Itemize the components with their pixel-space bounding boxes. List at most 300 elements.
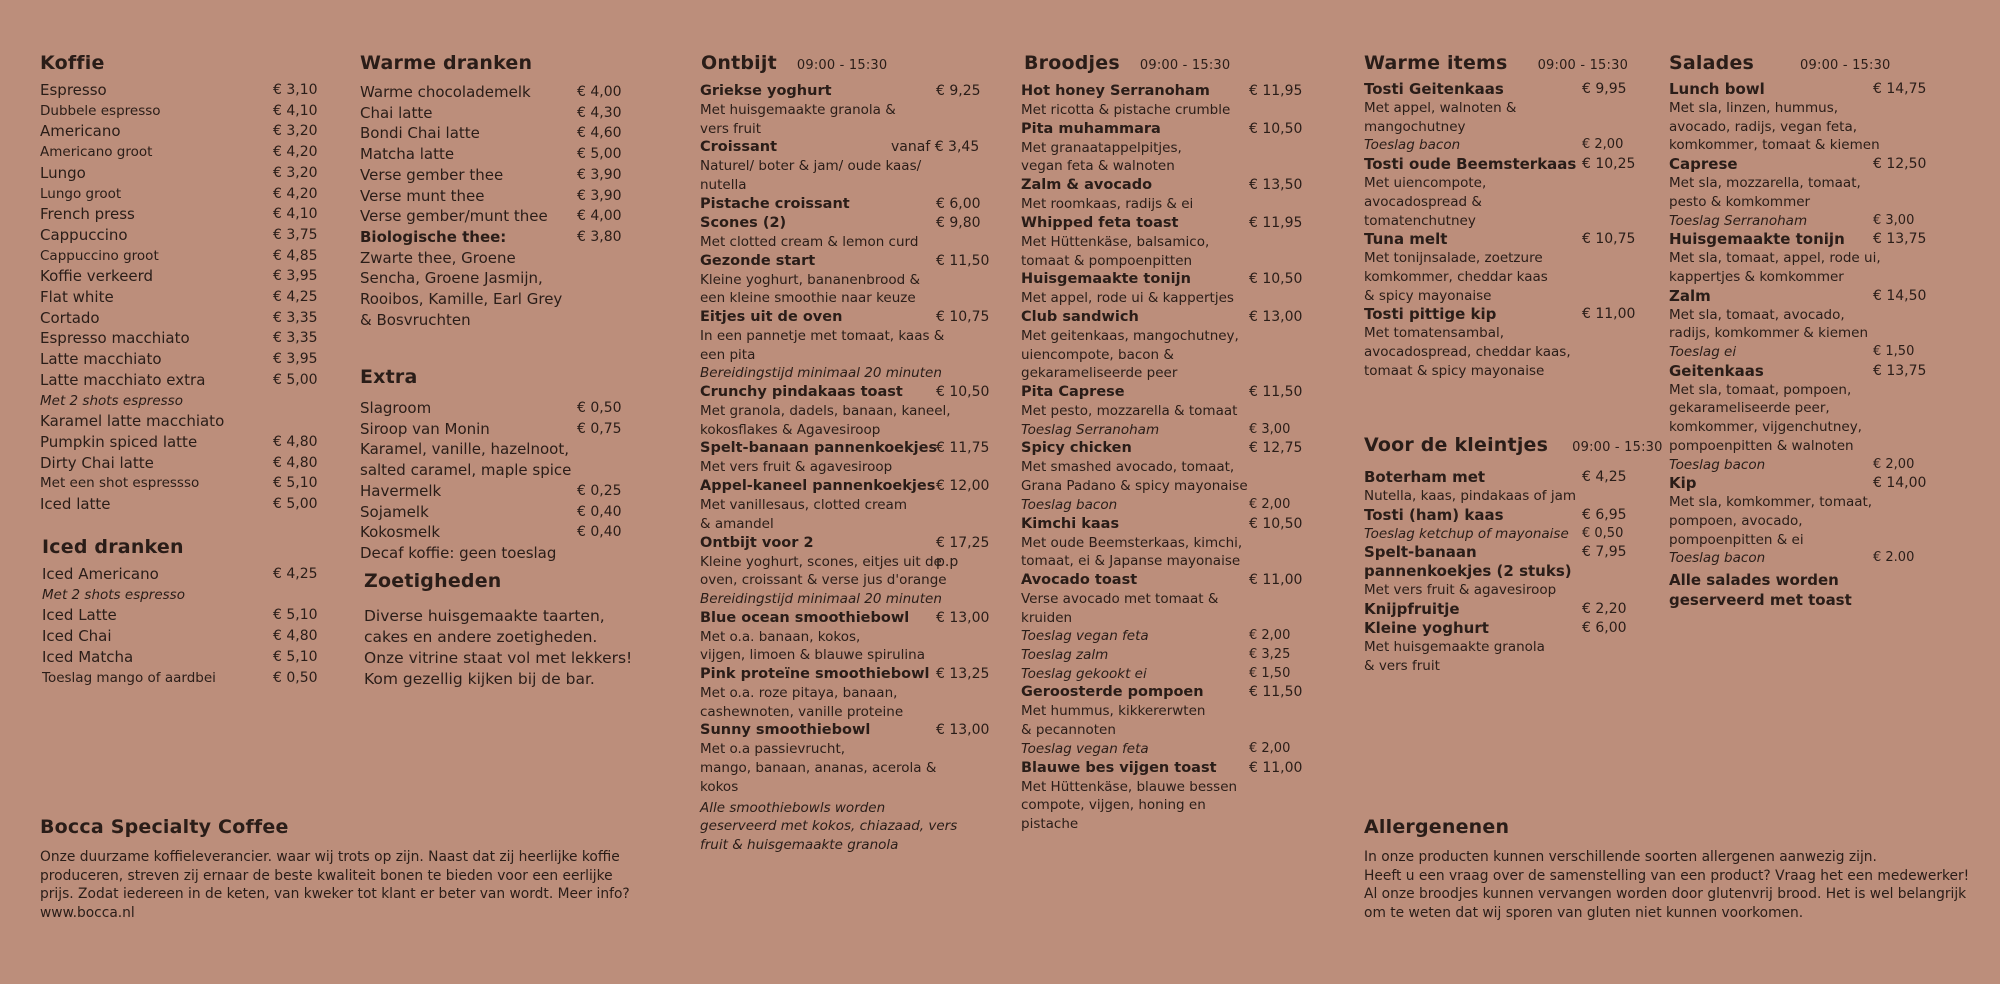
extra-section <box>360 366 660 564</box>
item-price: € 6,95 <box>1582 506 1627 523</box>
item-description: kappertjes & komkommer <box>1669 268 1844 285</box>
item-description: mangochutney <box>1364 118 1466 135</box>
menu-row <box>360 398 660 419</box>
kleintjes-header <box>1364 434 1664 456</box>
item-description: Met appel, rode ui & kappertjes <box>1021 290 1234 307</box>
item-description: Met o.a passievrucht, <box>700 741 846 758</box>
menu-row <box>360 543 660 564</box>
bocca-title: Bocca Specialty Coffee <box>40 816 289 838</box>
item-description: vers fruit <box>700 120 762 137</box>
item-price: € 4,25 <box>1582 469 1627 485</box>
menu-row <box>360 502 660 523</box>
item-price: € 13,00 <box>936 609 990 626</box>
menu-item-title <box>700 439 990 458</box>
item-price: € 3,20 <box>273 123 318 140</box>
allergenen-text <box>1364 848 1984 923</box>
item-name: Kip <box>1669 474 1697 493</box>
surcharge-price: € 3,00 <box>1873 212 1915 228</box>
item-price: € 17,25 p.p <box>936 534 990 570</box>
surcharge-price: € 2.00 <box>1873 550 1915 566</box>
ontbijt-header <box>701 52 990 74</box>
item-name: Boterham met <box>1364 468 1486 486</box>
item-description: radijs, komkommer & kiemen <box>1669 325 1869 342</box>
warmitems-hours: 09:00 - 15:30 <box>1537 58 1629 73</box>
item-description: Met Hüttenkäse, balsamico, <box>1021 233 1210 250</box>
surcharge-price: € 2,00 <box>1249 496 1291 512</box>
item-name: Pink proteïne smoothiebowl <box>700 666 930 683</box>
item-price: € 11,50 <box>1249 684 1303 701</box>
menu-row <box>40 266 330 287</box>
item-price: € 0,50 <box>577 400 622 416</box>
item-price: € 2,20 <box>1582 601 1627 618</box>
menu-row <box>360 289 660 310</box>
menu-item-title <box>1021 120 1321 139</box>
menu-row <box>40 225 330 246</box>
menu-item-title <box>1364 305 1654 324</box>
item-name: Huisgemaakte tonijn <box>1669 230 1845 249</box>
item-name: Whipped feta toast <box>1021 214 1179 231</box>
item-description: Met granaatappelpitjes, <box>1021 139 1182 156</box>
menu-row <box>40 370 330 391</box>
item-description: avocadospread, cheddar kaas, <box>1364 344 1571 361</box>
broodjes-header <box>1024 52 1321 74</box>
item-price: € 5,10 <box>273 648 318 665</box>
menu-item-title <box>1669 362 1979 381</box>
item-description: In een pannetje met tomaat, kaas & <box>700 327 945 344</box>
item-price: € 6,00 <box>1582 620 1627 637</box>
broodjes-list <box>1021 82 1321 834</box>
item-description: tomaat, ei & Japanse mayonaise <box>1021 553 1241 570</box>
menu-item-title <box>700 82 990 101</box>
surcharge-row <box>1021 496 1321 515</box>
warm-section <box>360 52 660 330</box>
item-name: Latte macchiato <box>40 350 162 369</box>
zoet-section <box>364 570 664 690</box>
item-price: € 10,50 <box>1249 120 1303 137</box>
item-description: Met huisgemaakte granola <box>1364 639 1545 656</box>
item-price: € 4,00 <box>577 84 622 100</box>
item-name: Appel-kaneel pannenkoekjes <box>700 478 936 495</box>
surcharge-name: Toeslag bacon <box>1669 550 1766 567</box>
item-description: Met Hüttenkäse, blauwe bessen <box>1021 778 1238 795</box>
item-price: € 0,25 <box>577 482 622 499</box>
item-description: pistache <box>1021 815 1079 832</box>
item-description: pesto & komkommer <box>1669 193 1811 210</box>
menu-item-title <box>1669 155 1979 174</box>
item-price: € 4,25 <box>273 566 318 582</box>
item-name: Iced Chai <box>42 627 112 646</box>
item-price: € 11,50 <box>936 252 990 269</box>
item-price: € 4,30 <box>577 104 622 121</box>
text-line: cakes en andere zoetigheden. <box>364 628 598 646</box>
surcharge-name: Toeslag ketchup of mayonaise <box>1364 525 1569 542</box>
item-price: € 4,10 <box>273 102 318 119</box>
item-price: € 3,90 <box>577 187 622 204</box>
surcharge-price: € 1,50 <box>1249 665 1291 681</box>
menu-row <box>40 287 330 308</box>
item-name: Geitenkaas <box>1669 361 1764 380</box>
item-description: & vers fruit <box>1364 657 1440 674</box>
item-price: € 0,50 <box>273 669 318 686</box>
item-price: vanaf € 3,45 <box>891 139 980 156</box>
menu-row <box>40 308 330 329</box>
item-note: Bereidingstijd minimaal 20 minuten <box>700 590 942 607</box>
item-name: French press <box>40 205 135 224</box>
item-name: Iced Matcha <box>42 647 134 666</box>
item-price: € 5,00 <box>273 496 318 513</box>
item-description: oven, croissant & verse jus d'orange <box>700 572 947 589</box>
koffie-list <box>40 80 330 515</box>
item-name: Met 2 shots espresso <box>42 586 185 603</box>
menu-item-title <box>1021 82 1321 101</box>
item-name: Flat white <box>40 288 114 307</box>
surcharge-name: Toeslag Serranoham <box>1021 421 1160 438</box>
item-price: € 5,00 <box>577 146 622 163</box>
item-price: € 14,00 <box>1873 475 1927 492</box>
kleintjes-list <box>1364 468 1664 676</box>
item-name: Hot honey Serranoham <box>1021 83 1210 99</box>
menu-row <box>360 123 660 144</box>
item-name: Eitjes uit de oven <box>700 308 843 325</box>
menu-row <box>40 163 330 184</box>
warmitems-section <box>1364 52 1654 380</box>
item-name: Crunchy pindakaas toast <box>700 384 903 401</box>
menu-row <box>40 391 330 412</box>
menu-item-title <box>1669 474 1979 493</box>
surcharge-name: Toeslag ei <box>1669 344 1737 361</box>
menu-item-title <box>700 252 990 271</box>
item-description: avocado, radijs, vegan feta, <box>1669 118 1858 135</box>
item-name: Espresso macchiato <box>40 329 190 348</box>
menu-item-title <box>1364 619 1664 638</box>
warm-title: Warme dranken <box>360 52 533 74</box>
item-price: € 4,00 <box>577 208 622 225</box>
item-description: Met o.a. roze pitaya, banaan, <box>700 685 898 702</box>
item-price: € 3,90 <box>577 166 622 183</box>
menu-row <box>40 184 330 205</box>
menu-item-title <box>700 665 990 684</box>
item-description: Met oude Beemsterkaas, kimchi, <box>1021 534 1243 551</box>
item-price: € 10,75 <box>936 308 990 325</box>
item-price: € 9,80 <box>936 214 981 231</box>
surcharge-row <box>1021 740 1321 759</box>
warmitems-list <box>1364 80 1654 380</box>
item-name: Iced Americano <box>42 565 159 583</box>
item-price: € 3,10 <box>273 82 318 98</box>
item-price: € 4,20 <box>273 185 318 202</box>
item-description: compote, vijgen, honing en <box>1021 797 1206 814</box>
item-description: Met sla, tomaat, avocado, <box>1669 306 1845 323</box>
item-name: Karamel latte macchiato <box>40 412 225 431</box>
menu-row <box>40 80 330 101</box>
surcharge-row <box>1364 136 1654 155</box>
item-description: Met sla, mozzarella, tomaat, <box>1669 175 1861 192</box>
menu-item-title <box>1364 155 1654 174</box>
item-name: Tuna melt <box>1364 230 1448 249</box>
item-price: € 11,00 <box>1249 759 1303 776</box>
menu-row <box>360 186 660 207</box>
salades-footnote <box>1669 570 1979 610</box>
item-price: € 5,10 <box>273 607 318 624</box>
item-description: tomaat & spicy mayonaise <box>1364 362 1545 379</box>
menu-row <box>40 101 330 122</box>
item-description: Met tonijnsalade, zoetzure <box>1364 250 1543 267</box>
item-price: € 10,50 <box>1249 515 1303 532</box>
item-description: pompoenpitten & ei <box>1669 531 1804 548</box>
menu-row <box>40 494 330 515</box>
item-name: Chai latte <box>360 103 433 122</box>
item-name: Ontbijt voor 2 <box>700 534 814 551</box>
item-description: Met pesto, mozzarella & tomaat <box>1021 403 1238 420</box>
menu-item-title <box>700 721 990 740</box>
item-price: € 13,50 <box>1249 177 1303 194</box>
item-name: Decaf koffie: geen toeslag <box>360 543 557 562</box>
ontbijt-title: Ontbijt <box>701 52 777 74</box>
menu-row <box>42 647 332 668</box>
item-name: Cappuccino <box>40 225 128 244</box>
footnote-line: geserveerd met toast <box>1669 591 1852 610</box>
extra-list <box>360 398 660 564</box>
zoet-text <box>364 606 664 690</box>
item-description: pompoen, avocado, <box>1669 512 1803 529</box>
menu-row <box>360 268 660 289</box>
salades-title: Salades <box>1669 52 1755 74</box>
menu-item-title <box>700 214 990 233</box>
item-name: Croissant <box>700 139 778 156</box>
item-name: Americano groot <box>40 144 153 161</box>
item-description: tomaat & pompoenpitten <box>1021 252 1193 269</box>
surcharge-price: € 3,25 <box>1249 647 1291 663</box>
item-name: Kimchi kaas <box>1021 515 1120 532</box>
koffie-section <box>40 52 330 515</box>
item-description: Met granola, dadels, banaan, kaneel, <box>700 403 951 420</box>
menu-row <box>40 349 330 370</box>
footnote-line: geserveerd met kokos, chiazaad, vers <box>700 818 958 835</box>
menu-row <box>40 142 330 163</box>
item-name: Bondi Chai latte <box>360 124 480 143</box>
item-description: Met o.a. banaan, kokos, <box>700 628 861 645</box>
item-description: gekarameliseerde peer <box>1021 365 1178 382</box>
menu-row <box>42 585 332 606</box>
item-name: Dirty Chai latte <box>40 453 154 472</box>
item-description: Met tomatensambal, <box>1364 325 1505 342</box>
item-price: € 11,00 <box>1582 306 1636 323</box>
item-description: & spicy mayonaise <box>1364 287 1492 304</box>
item-name: Scones (2) <box>700 214 787 231</box>
menu-item-title <box>1669 287 1979 306</box>
item-description: Met sla, tomaat, appel, rode ui, <box>1669 250 1881 267</box>
text-line: Heeft u een vraag over de samenstelling van een product? Vraag het een medewerker! <box>1364 867 1970 884</box>
item-description: Naturel/ boter & jam/ oude kaas/ <box>700 158 922 175</box>
item-name: Spelt-banaan <box>1364 543 1477 562</box>
menu-row <box>360 481 660 502</box>
item-price: € 3,95 <box>273 268 318 285</box>
menu-item-title <box>1021 683 1321 702</box>
item-name: Iced Latte <box>42 606 117 625</box>
item-price: € 13,75 <box>1873 231 1927 248</box>
surcharge-name: Toeslag bacon <box>1021 496 1118 513</box>
broodjes-section <box>1021 52 1321 834</box>
menu-row <box>360 227 660 248</box>
item-name: & Bosvruchten <box>360 310 471 329</box>
surcharge-name: Toeslag bacon <box>1669 456 1766 473</box>
menu-item-title <box>1364 562 1664 581</box>
menu-item-title <box>1021 270 1321 289</box>
item-description: Met vers fruit & agavesiroop <box>1364 582 1557 599</box>
item-name: Cortado <box>40 308 100 327</box>
item-price: € 4,85 <box>273 247 318 264</box>
surcharge-row <box>1364 525 1664 544</box>
item-name: Geroosterde pompoen <box>1021 684 1204 701</box>
item-name: Kleine yoghurt <box>1364 619 1489 638</box>
iced-title: Iced dranken <box>42 536 184 558</box>
item-name: Lungo <box>40 163 86 182</box>
item-name: Pistache croissant <box>700 195 850 212</box>
item-name: Verse munt thee <box>360 186 485 205</box>
menu-item-title <box>1021 759 1321 778</box>
item-price: € 11,75 <box>936 440 990 457</box>
surcharge-name: Toeslag vegan feta <box>1021 740 1149 757</box>
item-name: Knijpfruitje <box>1364 600 1460 619</box>
surcharge-row <box>1021 665 1321 684</box>
item-name: Verse gember/munt thee <box>360 207 548 226</box>
item-price: € 0,40 <box>577 503 622 520</box>
iced-list <box>42 564 332 688</box>
menu-item-title <box>1364 506 1664 525</box>
item-name: Zalm <box>1669 286 1711 305</box>
item-name: Avocado toast <box>1021 571 1138 588</box>
menu-item-title <box>700 383 990 402</box>
item-description: Met appel, walnoten & <box>1364 100 1517 116</box>
item-name: Tosti (ham) kaas <box>1364 505 1504 524</box>
item-price: € 13,00 <box>1249 308 1303 325</box>
item-description: Met huisgemaakte granola & <box>700 102 896 118</box>
item-price: € 0,40 <box>577 524 622 541</box>
salades-list <box>1669 80 1979 568</box>
text-line: Diverse huisgemaakte taarten, <box>364 607 605 625</box>
menu-item-title <box>1021 571 1321 590</box>
item-description: Met clotted cream & lemon curd <box>700 233 919 250</box>
item-name: Zalm & avocado <box>1021 177 1153 194</box>
menu-row <box>360 165 660 186</box>
bocca-text <box>40 848 660 923</box>
footnote-line: fruit & huisgemaakte granola <box>700 836 899 853</box>
kleintjes-hours: 09:00 - 15:30 <box>1572 440 1663 455</box>
item-description: Met geitenkaas, mangochutney, <box>1021 327 1239 344</box>
item-price: € 11,95 <box>1249 83 1303 99</box>
text-line: om te weten dat wij sporen van gluten niet kunnen voorkomen. <box>1364 905 1804 922</box>
item-price: € 12,50 <box>1873 156 1927 173</box>
item-name: Tosti Geitenkaas <box>1364 80 1504 98</box>
item-price: € 9,25 <box>936 83 981 99</box>
item-name: Met 2 shots espresso <box>40 392 183 409</box>
menu-row <box>360 419 660 440</box>
item-name: Matcha latte <box>360 145 455 164</box>
menu-row <box>360 522 660 543</box>
item-name: Biologische thee: <box>360 227 507 246</box>
ontbijt-list <box>700 82 990 797</box>
text-line: Onze vitrine staat vol met lekkers! <box>364 649 633 667</box>
surcharge-price: € 2,00 <box>1249 740 1291 756</box>
menu-row <box>360 460 660 481</box>
item-name: Pumpkin spiced latte <box>40 432 198 451</box>
item-description: kokosflakes & Agavesiroop <box>700 421 881 438</box>
item-price: € 3,35 <box>273 309 318 326</box>
surcharge-price: € 2,00 <box>1249 628 1291 644</box>
item-name: Kokosmelk <box>360 523 441 542</box>
ontbijt-hours: 09:00 - 15:30 <box>796 58 888 73</box>
item-description: kokos <box>700 778 739 795</box>
koffie-title: Koffie <box>40 52 105 74</box>
text-line: Al onze broodjes kunnen vervangen worden door glutenvrij brood. Het is wel belangrijk <box>1364 886 1967 903</box>
menu-item-title <box>1021 515 1321 534</box>
item-price: € 4,80 <box>273 628 318 645</box>
item-price: € 12,75 <box>1249 440 1303 457</box>
surcharge-row <box>1669 343 1979 362</box>
item-name: Tosti oude Beemsterkaas <box>1364 155 1577 174</box>
menu-row <box>360 82 660 103</box>
item-price: € 4,60 <box>577 125 622 142</box>
item-description: avocadospread & <box>1364 193 1482 210</box>
surcharge-price: € 2,00 <box>1873 456 1915 472</box>
menu-row <box>360 439 660 460</box>
item-price: € 4,25 <box>273 289 318 306</box>
item-name: Sojamelk <box>360 502 429 521</box>
item-name: Zwarte thee, Groene <box>360 248 516 267</box>
item-description: komkommer, tomaat & kiemen <box>1669 137 1880 154</box>
item-description: een pita <box>700 346 756 363</box>
menu-row <box>42 605 332 626</box>
item-price: € 4,20 <box>273 144 318 161</box>
menu-row <box>360 144 660 165</box>
item-description: komkommer, vijgenchutney, <box>1669 419 1862 436</box>
salades-hours: 09:00 - 15:30 <box>1800 58 1891 73</box>
item-price: € 4,80 <box>273 433 318 450</box>
item-description: komkommer, cheddar kaas <box>1364 268 1548 285</box>
allergenen-title: Allergenenen <box>1364 816 1510 838</box>
item-price: € 13,75 <box>1873 362 1927 379</box>
menu-row <box>360 103 660 124</box>
item-description: een kleine smoothie naar keuze <box>700 290 916 307</box>
item-name: Latte macchiato extra <box>40 370 206 389</box>
menu-item-title <box>1364 468 1664 487</box>
item-name: Met een shot espressso <box>40 475 200 492</box>
item-name: Pita Caprese <box>1021 384 1125 401</box>
text-line: produceren, streven zij ernaar de beste kwaliteit bonen te bieden voor een eerlijke <box>40 867 613 884</box>
menu-row <box>40 411 330 432</box>
item-description: Grana Padano & spicy mayonaise <box>1021 478 1248 495</box>
menu-row <box>40 246 330 267</box>
item-price: € 0,75 <box>577 420 622 437</box>
item-price: € 3,75 <box>273 226 318 243</box>
menu-item-title <box>1021 383 1321 402</box>
iced-section <box>42 536 332 688</box>
item-description: nutella <box>700 177 747 194</box>
item-description: uiencompote, bacon & <box>1021 346 1174 363</box>
ontbijt-section <box>700 52 990 855</box>
text-line: prijs. Zodat iedereen in de keten, van kweker tot klant er beter van wordt. Meer info? <box>40 886 630 903</box>
item-name: Cappuccino groot <box>40 247 159 264</box>
item-name: Siroop van Monin <box>360 419 490 438</box>
item-price: € 10,50 <box>1249 271 1303 288</box>
menu-row <box>40 328 330 349</box>
surcharge-name: Toeslag vegan feta <box>1021 628 1149 645</box>
bocca-section <box>40 816 660 923</box>
item-name: Griekse yoghurt <box>700 83 832 99</box>
item-name: Espresso <box>40 81 107 99</box>
menu-row <box>42 668 332 689</box>
surcharge-name: Toeslag Serranoham <box>1669 212 1808 229</box>
